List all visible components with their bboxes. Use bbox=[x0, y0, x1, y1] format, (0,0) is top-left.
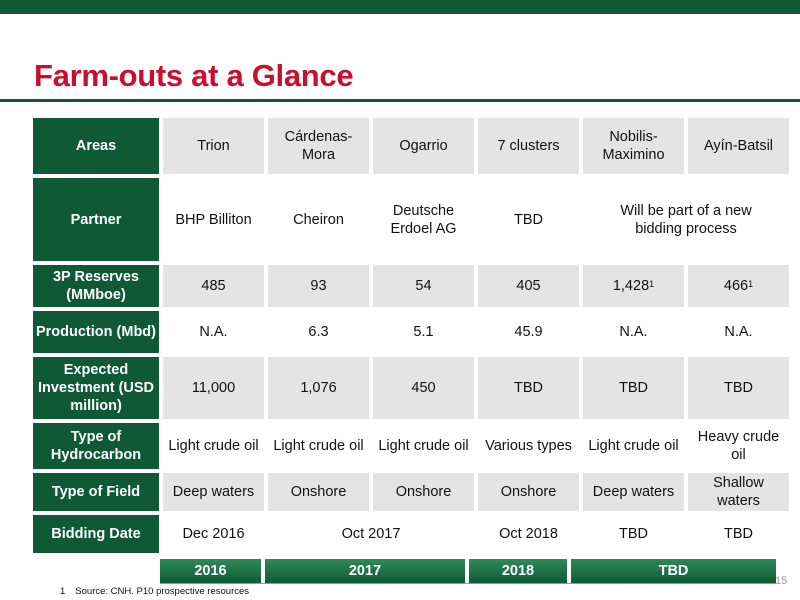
investment-cell: 450 bbox=[373, 357, 474, 419]
partner-cell: Deutsche Erdoel AG bbox=[373, 178, 474, 261]
investment-cell: TBD bbox=[688, 357, 789, 419]
table-row-partner bbox=[33, 178, 789, 261]
bidding-cell: Oct 2018 bbox=[478, 515, 579, 553]
partner-cell: BHP Billiton bbox=[163, 178, 264, 261]
row-header-partner: Partner bbox=[33, 178, 159, 261]
row-header-areas: Areas bbox=[33, 118, 159, 174]
row-header-production: Production (Mbd) bbox=[33, 311, 159, 353]
footnote-marker: 1 bbox=[649, 279, 655, 289]
investment-cell: 1,076 bbox=[268, 357, 369, 419]
row-header-reserves: 3P Reserves (MMboe) bbox=[33, 265, 159, 307]
row-header-hydrocarbon: Type of Hydrocarbon bbox=[33, 423, 159, 469]
partner-cell: Cheiron bbox=[268, 178, 369, 261]
page-title: Farm-outs at a Glance bbox=[34, 58, 354, 93]
bidding-cell: Dec 2016 bbox=[163, 515, 264, 553]
area-cell: 7 clusters bbox=[478, 118, 579, 174]
reserves-cell bbox=[583, 265, 684, 307]
investment-cell: 11,000 bbox=[163, 357, 264, 419]
footnote-marker: 1 bbox=[748, 279, 754, 289]
hydrocarbon-cell: Light crude oil bbox=[373, 423, 474, 469]
hydrocarbon-cell: Light crude oil bbox=[583, 423, 684, 469]
area-cell: Ogarrio bbox=[373, 118, 474, 174]
year-label: 2016 bbox=[160, 559, 261, 583]
reserves-value: 466 bbox=[723, 278, 749, 294]
field-cell: Onshore bbox=[268, 473, 369, 511]
hydrocarbon-cell: Light crude oil bbox=[268, 423, 369, 469]
table-row-field bbox=[33, 473, 789, 511]
reserves-cell: 93 bbox=[268, 265, 369, 307]
row-header-field: Type of Field bbox=[33, 473, 159, 511]
field-cell: Onshore bbox=[373, 473, 474, 511]
year-label: 2018 bbox=[469, 559, 567, 583]
footnote-number: 1 bbox=[60, 586, 66, 597]
field-cell: Deep waters bbox=[583, 473, 684, 511]
table-row-reserves bbox=[33, 265, 789, 307]
area-cell: Ayín-Batsil bbox=[688, 118, 789, 174]
field-cell: Deep waters bbox=[163, 473, 264, 511]
partner-cell: TBD bbox=[478, 178, 579, 261]
table-row-production bbox=[33, 311, 789, 353]
year-label: TBD bbox=[571, 559, 776, 583]
table-row-bidding bbox=[33, 515, 789, 553]
timeline-divider bbox=[160, 583, 776, 584]
reserves-cell: 405 bbox=[478, 265, 579, 307]
field-cell: Shallow waters bbox=[688, 473, 789, 511]
area-cell: Trion bbox=[163, 118, 264, 174]
hydrocarbon-cell: Various types bbox=[478, 423, 579, 469]
reserves-cell: 485 bbox=[163, 265, 264, 307]
production-cell: 5.1 bbox=[373, 311, 474, 353]
production-cell: 45.9 bbox=[478, 311, 579, 353]
production-cell: N.A. bbox=[688, 311, 789, 353]
bidding-cell: TBD bbox=[583, 515, 684, 553]
hydrocarbon-cell: Light crude oil bbox=[163, 423, 264, 469]
footnote-text: Source: CNH. P10 prospective resources bbox=[75, 586, 250, 597]
partner-merged-cell: Will be part of a new bidding process bbox=[583, 178, 789, 261]
reserves-cell: 54 bbox=[373, 265, 474, 307]
row-header-investment: Expected Investment (USD million) bbox=[33, 357, 159, 419]
production-cell: N.A. bbox=[163, 311, 264, 353]
reserves-cell bbox=[688, 265, 789, 307]
bidding-cell: Oct 2017 bbox=[268, 515, 474, 553]
area-cell: Cárdenas-Mora bbox=[268, 118, 369, 174]
page-number: 15 bbox=[775, 575, 788, 587]
investment-cell: TBD bbox=[583, 357, 684, 419]
footnote bbox=[60, 586, 249, 597]
investment-cell: TBD bbox=[478, 357, 579, 419]
area-cell: Nobilis-Maximino bbox=[583, 118, 684, 174]
bidding-cell: TBD bbox=[688, 515, 789, 553]
table-row-hydrocarbon bbox=[33, 423, 789, 469]
table-row-investment bbox=[33, 357, 789, 419]
row-header-bidding: Bidding Date bbox=[33, 515, 159, 553]
reserves-value: 1,428 bbox=[612, 278, 650, 294]
hydrocarbon-cell: Heavy crude oil bbox=[688, 423, 789, 469]
field-cell: Onshore bbox=[478, 473, 579, 511]
year-label: 2017 bbox=[265, 559, 465, 583]
table-row-areas bbox=[33, 118, 789, 174]
production-cell: 6.3 bbox=[268, 311, 369, 353]
top-bar bbox=[0, 0, 800, 14]
title-divider bbox=[0, 99, 800, 102]
farm-outs-table bbox=[29, 114, 793, 557]
production-cell: N.A. bbox=[583, 311, 684, 353]
